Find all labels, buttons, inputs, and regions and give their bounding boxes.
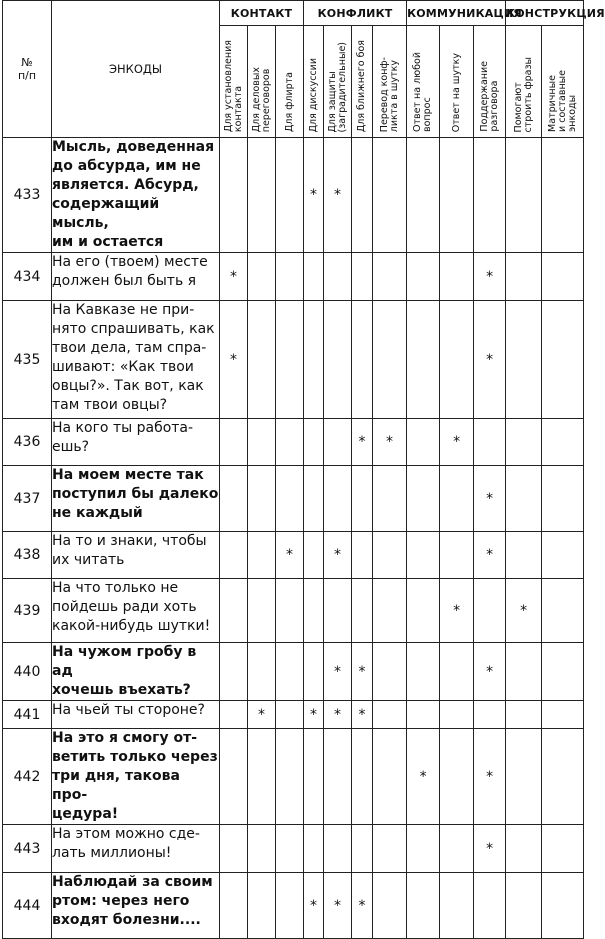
mark-cell — [373, 643, 407, 701]
mark-cell — [542, 301, 584, 419]
mark-cell — [304, 419, 324, 466]
mark-cell — [407, 729, 440, 825]
encode-text-cell — [52, 579, 220, 643]
encode-text: На это я смогу от- ветить только через три дня, такова про- цедура! — [52, 730, 218, 822]
encode-text: На Кавказе не при- нято спрашивать, как твои дела, там спра- шивают: «Как твои овцы?». Так вот, как там твои овцы? — [52, 302, 215, 413]
mark-cell — [542, 701, 584, 729]
mark-cell — [220, 873, 248, 939]
header-column — [373, 26, 407, 138]
mark-cell — [474, 729, 506, 825]
mark-cell — [440, 643, 474, 701]
mark-cell — [276, 643, 304, 701]
mark-cell — [440, 138, 474, 253]
mark-cell — [373, 138, 407, 253]
encode-text-cell — [52, 873, 220, 939]
header-column — [220, 26, 248, 138]
mark-cell — [373, 873, 407, 939]
header-column — [506, 26, 542, 138]
mark-cell — [220, 729, 248, 825]
encode-text: На моем месте так поступил бы далеко не каждый — [52, 467, 219, 521]
asterisk-mark: * — [453, 434, 461, 450]
mark-cell — [248, 253, 276, 301]
header-column — [324, 26, 352, 138]
mark-cell — [542, 466, 584, 532]
mark-cell — [542, 729, 584, 825]
mark-cell — [248, 729, 276, 825]
header-column-label: Для защиты (заградительные) — [326, 41, 348, 132]
table-row — [3, 579, 584, 643]
mark-cell — [474, 701, 506, 729]
header-column-label: Для деловых переговоров — [250, 66, 272, 132]
asterisk-mark: * — [334, 187, 342, 203]
mark-cell — [276, 579, 304, 643]
mark-cell — [352, 643, 373, 701]
encode-text-cell — [52, 253, 220, 301]
mark-cell — [542, 419, 584, 466]
encode-text: На чьей ты стороне? — [52, 702, 205, 718]
mark-cell — [304, 873, 324, 939]
mark-cell — [440, 825, 474, 873]
mark-cell — [220, 138, 248, 253]
encode-text-cell — [52, 825, 220, 873]
table-header — [3, 1, 605, 138]
mark-cell — [407, 419, 440, 466]
table-row — [3, 419, 584, 466]
encode-text-cell — [52, 419, 220, 466]
mark-cell — [373, 532, 407, 579]
mark-cell — [506, 579, 542, 643]
encode-text: На его (твоем) месте должен был быть я — [52, 254, 208, 289]
mark-cell — [324, 253, 352, 301]
asterisk-mark: * — [486, 547, 494, 563]
mark-cell — [542, 825, 584, 873]
header-column — [304, 26, 324, 138]
asterisk-mark: * — [310, 897, 318, 914]
table-row — [3, 873, 584, 939]
mark-cell — [248, 301, 276, 419]
mark-cell — [474, 579, 506, 643]
mark-cell — [304, 138, 324, 253]
encode-text: На что только не пойдешь ради хоть какой-нибудь шутки! — [52, 580, 211, 634]
asterisk-mark: * — [334, 706, 342, 723]
mark-cell — [407, 825, 440, 873]
mark-cell — [352, 532, 373, 579]
table-row — [3, 301, 584, 419]
header-column-label: Ответ на шутку — [450, 52, 462, 132]
mark-cell — [352, 419, 373, 466]
encode-text: На то и знаки, чтобы их читать — [52, 533, 207, 568]
header-encodes: ЭНКОДЫ — [52, 1, 220, 138]
header-column-label: Поддержание разговора — [478, 61, 500, 132]
header-column — [407, 26, 440, 138]
mark-cell — [474, 419, 506, 466]
mark-cell — [506, 701, 542, 729]
mark-cell — [542, 579, 584, 643]
asterisk-mark: * — [334, 663, 342, 680]
mark-cell — [474, 253, 506, 301]
mark-cell — [220, 466, 248, 532]
mark-cell — [440, 466, 474, 532]
mark-cell — [220, 532, 248, 579]
mark-cell — [506, 253, 542, 301]
encode-text: На чужом гробу в ад хочешь въехать? — [52, 644, 197, 698]
mark-cell — [407, 873, 440, 939]
row-number: 439 — [3, 579, 52, 643]
asterisk-mark: * — [310, 706, 318, 723]
header-column-label: Матричные и составные энкоды — [546, 70, 578, 132]
mark-cell — [440, 532, 474, 579]
header-column — [474, 26, 506, 138]
encode-text-cell — [52, 729, 220, 825]
encode-text: Наблюдай за своим ртом: через него входят болезни.... — [52, 874, 213, 928]
mark-cell — [506, 643, 542, 701]
mark-cell — [407, 701, 440, 729]
mark-cell — [248, 701, 276, 729]
mark-cell — [506, 825, 542, 873]
mark-cell — [276, 701, 304, 729]
mark-cell — [248, 643, 276, 701]
mark-cell — [440, 701, 474, 729]
header-column-label: Для флирта — [283, 72, 295, 132]
header-column-label: Для дискуссии — [307, 57, 319, 132]
encode-text-cell — [52, 466, 220, 532]
mark-cell — [373, 729, 407, 825]
mark-cell — [276, 532, 304, 579]
mark-cell — [474, 138, 506, 253]
mark-cell — [506, 873, 542, 939]
header-column-label: Для установления контакта — [222, 39, 244, 132]
encode-text: Мысль, доведенная до абсурда, им не является. Абсурд, содержащий мысль, им и остается — [52, 139, 215, 250]
asterisk-mark: * — [334, 897, 342, 914]
mark-cell — [440, 301, 474, 419]
mark-cell — [220, 419, 248, 466]
mark-cell — [373, 253, 407, 301]
mark-cell — [352, 579, 373, 643]
mark-cell — [304, 701, 324, 729]
row-number: 436 — [3, 419, 52, 466]
mark-cell — [542, 532, 584, 579]
table-row — [3, 701, 584, 729]
mark-cell — [373, 419, 407, 466]
asterisk-mark: * — [419, 768, 427, 785]
row-number: 438 — [3, 532, 52, 579]
asterisk-mark: * — [486, 490, 494, 507]
header-group: КОНТАКТ — [220, 1, 304, 26]
mark-cell — [276, 138, 304, 253]
table-row — [3, 643, 584, 701]
mark-cell — [440, 579, 474, 643]
mark-cell — [324, 419, 352, 466]
mark-cell — [407, 643, 440, 701]
mark-cell — [373, 579, 407, 643]
mark-cell — [324, 301, 352, 419]
asterisk-mark: * — [486, 663, 494, 680]
mark-cell — [248, 825, 276, 873]
asterisk-mark: * — [230, 351, 237, 368]
asterisk-mark: * — [358, 897, 366, 914]
asterisk-mark: * — [486, 840, 494, 857]
mark-cell — [440, 419, 474, 466]
mark-cell — [324, 532, 352, 579]
mark-cell — [324, 701, 352, 729]
mark-cell — [506, 301, 542, 419]
mark-cell — [352, 301, 373, 419]
asterisk-mark: * — [310, 187, 318, 203]
mark-cell — [324, 873, 352, 939]
table-row — [3, 466, 584, 532]
mark-cell — [220, 253, 248, 301]
mark-cell — [276, 873, 304, 939]
header-column-label: Помогают строить фразы — [512, 56, 534, 132]
mark-cell — [506, 729, 542, 825]
row-number: 441 — [3, 701, 52, 729]
mark-cell — [474, 825, 506, 873]
mark-cell — [220, 825, 248, 873]
mark-cell — [304, 643, 324, 701]
table-row — [3, 138, 584, 253]
asterisk-mark: * — [286, 547, 294, 563]
header-column-label: Для ближнего боя — [356, 39, 368, 132]
asterisk-mark: * — [230, 268, 237, 285]
mark-cell — [304, 532, 324, 579]
mark-cell — [248, 873, 276, 939]
header-column — [542, 26, 584, 138]
mark-cell — [220, 643, 248, 701]
header-column-label: Ответ на любой вопрос — [412, 52, 434, 132]
mark-cell — [474, 301, 506, 419]
header-number: № п/п — [3, 1, 52, 138]
row-number: 442 — [3, 729, 52, 825]
encode-text-cell — [52, 301, 220, 419]
header-group: КОНФЛИКТ — [304, 1, 407, 26]
asterisk-mark: * — [520, 602, 528, 619]
mark-cell — [542, 873, 584, 939]
encode-text-cell — [52, 532, 220, 579]
asterisk-mark: * — [358, 663, 366, 680]
encode-text-cell — [52, 138, 220, 253]
encode-text: На кого ты работа- ешь? — [52, 420, 194, 455]
mark-cell — [474, 643, 506, 701]
mark-cell — [276, 301, 304, 419]
mark-cell — [276, 466, 304, 532]
mark-cell — [248, 419, 276, 466]
mark-cell — [304, 466, 324, 532]
mark-cell — [542, 253, 584, 301]
mark-cell — [440, 253, 474, 301]
mark-cell — [304, 579, 324, 643]
mark-cell — [506, 532, 542, 579]
mark-cell — [276, 253, 304, 301]
row-number: 433 — [3, 138, 52, 253]
mark-cell — [304, 253, 324, 301]
table-row — [3, 729, 584, 825]
encode-text: На этом можно сде- лать миллионы! — [52, 826, 200, 861]
mark-cell — [373, 825, 407, 873]
table-body — [3, 138, 584, 939]
header-column — [352, 26, 373, 138]
mark-cell — [474, 466, 506, 532]
mark-cell — [407, 253, 440, 301]
mark-cell — [220, 701, 248, 729]
mark-cell — [324, 466, 352, 532]
mark-cell — [373, 701, 407, 729]
mark-cell — [506, 466, 542, 532]
mark-cell — [407, 579, 440, 643]
header-column-label: Перевод конф- ликта в шутку — [378, 56, 400, 132]
mark-cell — [373, 466, 407, 532]
table-row — [3, 825, 584, 873]
asterisk-mark: * — [258, 706, 265, 723]
asterisk-mark: * — [453, 602, 461, 619]
mark-cell — [220, 301, 248, 419]
mark-cell — [304, 301, 324, 419]
mark-cell — [352, 701, 373, 729]
mark-cell — [276, 729, 304, 825]
row-number: 435 — [3, 301, 52, 419]
mark-cell — [440, 873, 474, 939]
row-number: 440 — [3, 643, 52, 701]
mark-cell — [304, 825, 324, 873]
mark-cell — [352, 873, 373, 939]
mark-cell — [407, 138, 440, 253]
header-column — [276, 26, 304, 138]
mark-cell — [373, 301, 407, 419]
mark-cell — [474, 873, 506, 939]
row-number: 437 — [3, 466, 52, 532]
mark-cell — [276, 419, 304, 466]
mark-cell — [248, 138, 276, 253]
header-group: КОММУНИКАЦИЯ — [407, 1, 506, 26]
mark-cell — [407, 301, 440, 419]
mark-cell — [352, 138, 373, 253]
mark-cell — [276, 825, 304, 873]
asterisk-mark: * — [358, 706, 366, 723]
asterisk-mark: * — [486, 351, 494, 368]
asterisk-mark: * — [358, 434, 366, 450]
mark-cell — [248, 466, 276, 532]
mark-cell — [542, 138, 584, 253]
asterisk-mark: * — [486, 268, 494, 285]
row-number: 434 — [3, 253, 52, 301]
mark-cell — [506, 419, 542, 466]
table-row — [3, 532, 584, 579]
mark-cell — [248, 579, 276, 643]
mark-cell — [304, 729, 324, 825]
mark-cell — [324, 643, 352, 701]
mark-cell — [352, 253, 373, 301]
header-column — [248, 26, 276, 138]
mark-cell — [542, 643, 584, 701]
mark-cell — [352, 729, 373, 825]
mark-cell — [407, 466, 440, 532]
encode-table — [2, 0, 605, 939]
header-column — [440, 26, 474, 138]
table-row — [3, 253, 584, 301]
mark-cell — [324, 729, 352, 825]
mark-cell — [324, 825, 352, 873]
mark-cell — [474, 532, 506, 579]
header-group: КОНСТРУКЦИЯ — [506, 1, 584, 26]
asterisk-mark: * — [334, 547, 342, 563]
mark-cell — [220, 579, 248, 643]
asterisk-mark: * — [386, 434, 394, 450]
row-number: 444 — [3, 873, 52, 939]
mark-cell — [352, 825, 373, 873]
mark-cell — [407, 532, 440, 579]
mark-cell — [440, 729, 474, 825]
row-number: 443 — [3, 825, 52, 873]
mark-cell — [506, 138, 542, 253]
mark-cell — [352, 466, 373, 532]
asterisk-mark: * — [486, 768, 494, 785]
mark-cell — [324, 579, 352, 643]
mark-cell — [248, 532, 276, 579]
mark-cell — [324, 138, 352, 253]
encode-text-cell — [52, 643, 220, 701]
encode-text-cell — [52, 701, 220, 729]
